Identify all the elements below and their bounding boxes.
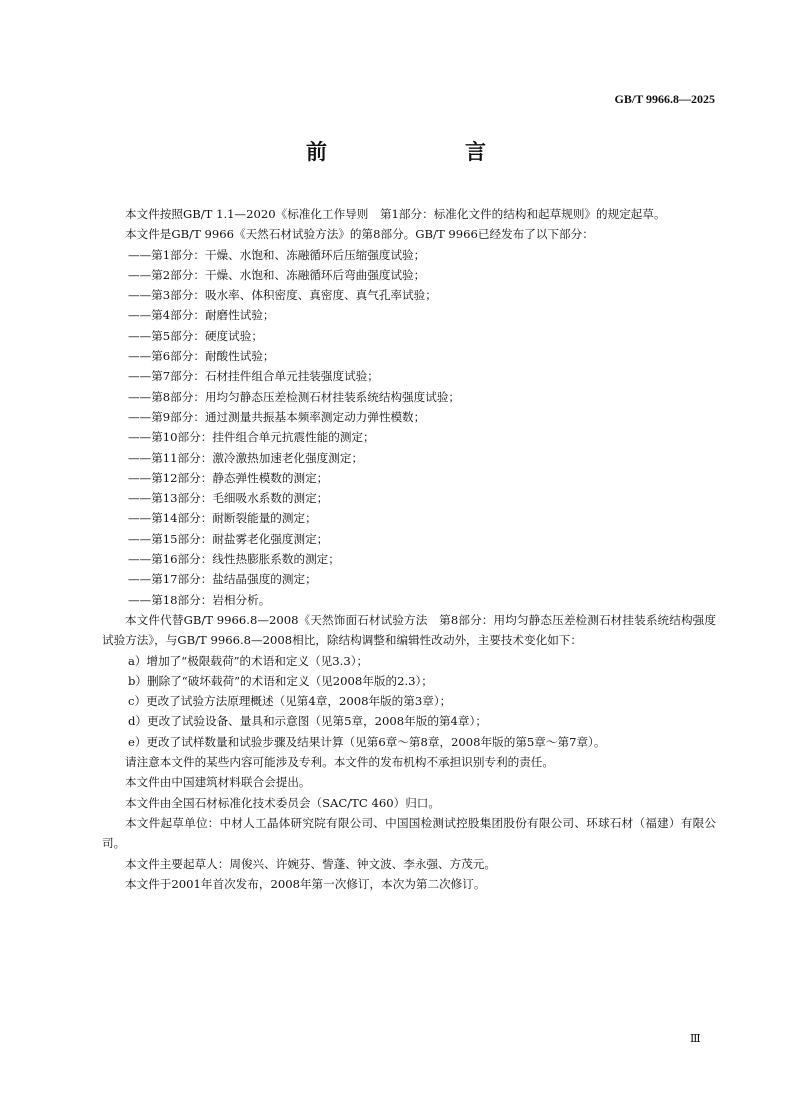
- change-list-item: e）更改了试样数量和试验步骤及结果计算（见第6章～第8章，2008年版的第5章～第7章）。: [128, 734, 606, 749]
- paragraph-series-intro: 本文件是GB/T 9966《天然石材试验方法》的第8部分。GB/T 9966已经发布了以下部分：: [125, 227, 594, 242]
- part-list-item: ——第8部分：用均匀静态压差检测石材挂装系统结构强度试验；: [128, 389, 461, 404]
- paragraph-under-jurisdiction: 本文件由全国石材标准化技术委员会（SAC/TC 460）归口。: [125, 795, 440, 810]
- part-list-item: ——第17部分：盐结晶强度的测定；: [128, 572, 317, 587]
- part-list-item: ——第13部分：毛细吸水系数的测定；: [128, 491, 329, 506]
- paragraph-drafting-organizations: 本文件起草单位：中材人工晶体研究院有限公司、中国国检测试控股集团股份有限公司、环球石材（福建）有限公司。: [102, 815, 716, 851]
- part-list-item: ——第2部分：干燥、水饱和、冻融循环后弯曲强度试验；: [128, 267, 426, 282]
- paragraph-patent-notice: 请注意本文件的某些内容可能涉及专利。本文件的发布机构不承担识别专利的责任。: [125, 755, 554, 770]
- paragraph-proposed-by: 本文件由中国建筑材料联合会提出。: [125, 775, 311, 790]
- part-list-item: ——第15部分：耐盐雾老化强度测定；: [128, 531, 329, 546]
- part-list-item: ——第12部分：静态弹性模数的测定；: [128, 470, 329, 485]
- part-list-item: ——第11部分：激冷激热加速老化强度测定；: [128, 450, 364, 465]
- page-number: Ⅲ: [690, 1032, 701, 1045]
- part-list-item: ——第14部分：耐断裂能量的测定；: [128, 511, 317, 526]
- part-list-item: ——第4部分：耐磨性试验；: [128, 308, 275, 323]
- part-list-item: ——第5部分：硬度试验；: [128, 328, 263, 343]
- part-list-item: ——第18部分：岩相分析。: [128, 592, 271, 607]
- standard-code: GB/T 9966.8—2025: [614, 92, 715, 106]
- part-list-item: ——第3部分：吸水率、体积密度、真密度、真气孔率试验；: [128, 288, 437, 303]
- change-list-item: c）更改了试验方法原理概述（见第4章，2008年版的第3章）；: [128, 694, 452, 709]
- page-title: 前 言: [306, 140, 518, 164]
- part-list-item: ——第9部分：通过测量共振基本频率测定动力弹性模数；: [128, 409, 426, 424]
- part-list-item: ——第6部分：耐酸性试验；: [128, 349, 275, 364]
- change-list-item: d）更改了试验设备、量具和示意图（见第5章，2008年版的第4章）；: [128, 714, 487, 729]
- paragraph-publication-history: 本文件于2001年首次发布，2008年第一次修订，本次为第二次修订。: [125, 876, 486, 891]
- part-list-item: ——第7部分：石材挂件组合单元挂装强度试验；: [128, 369, 379, 384]
- change-list-item: b）删除了“破坏载荷”的术语和定义（见2008年版的2.3）；: [128, 673, 433, 688]
- part-list-item: ——第16部分：线性热膨胀系数的测定；: [128, 552, 340, 567]
- document-body: [102, 204, 716, 894]
- paragraph-replaces: 本文件代替GB/T 9966.8—2008《天然饰面石材试验方法 第8部分：用均匀静态压差检测石材挂装系统结构强度试验方法》，与GB/T 9966.8—2008相比，除结构调整和编辑性改动外，主要技术变化如下：: [102, 612, 716, 648]
- paragraph-drafters: 本文件主要起草人：周俊兴、许婉芬、訾蓬、钟文波、李永强、方茂元。: [125, 856, 497, 871]
- part-list-item: ——第1部分：干燥、水饱和、冻融循环后压缩强度试验；: [128, 247, 426, 262]
- part-list-item: ——第10部分：挂件组合单元抗震性能的测定；: [128, 430, 375, 445]
- change-list-item: a）增加了“极限载荷”的术语和定义（见3.3）；: [128, 653, 369, 668]
- paragraph-drafting-rules: 本文件按照GB/T 1.1—2020《标准化工作导则 第1部分：标准化文件的结构和起草规则》的规定起草。: [125, 207, 666, 221]
